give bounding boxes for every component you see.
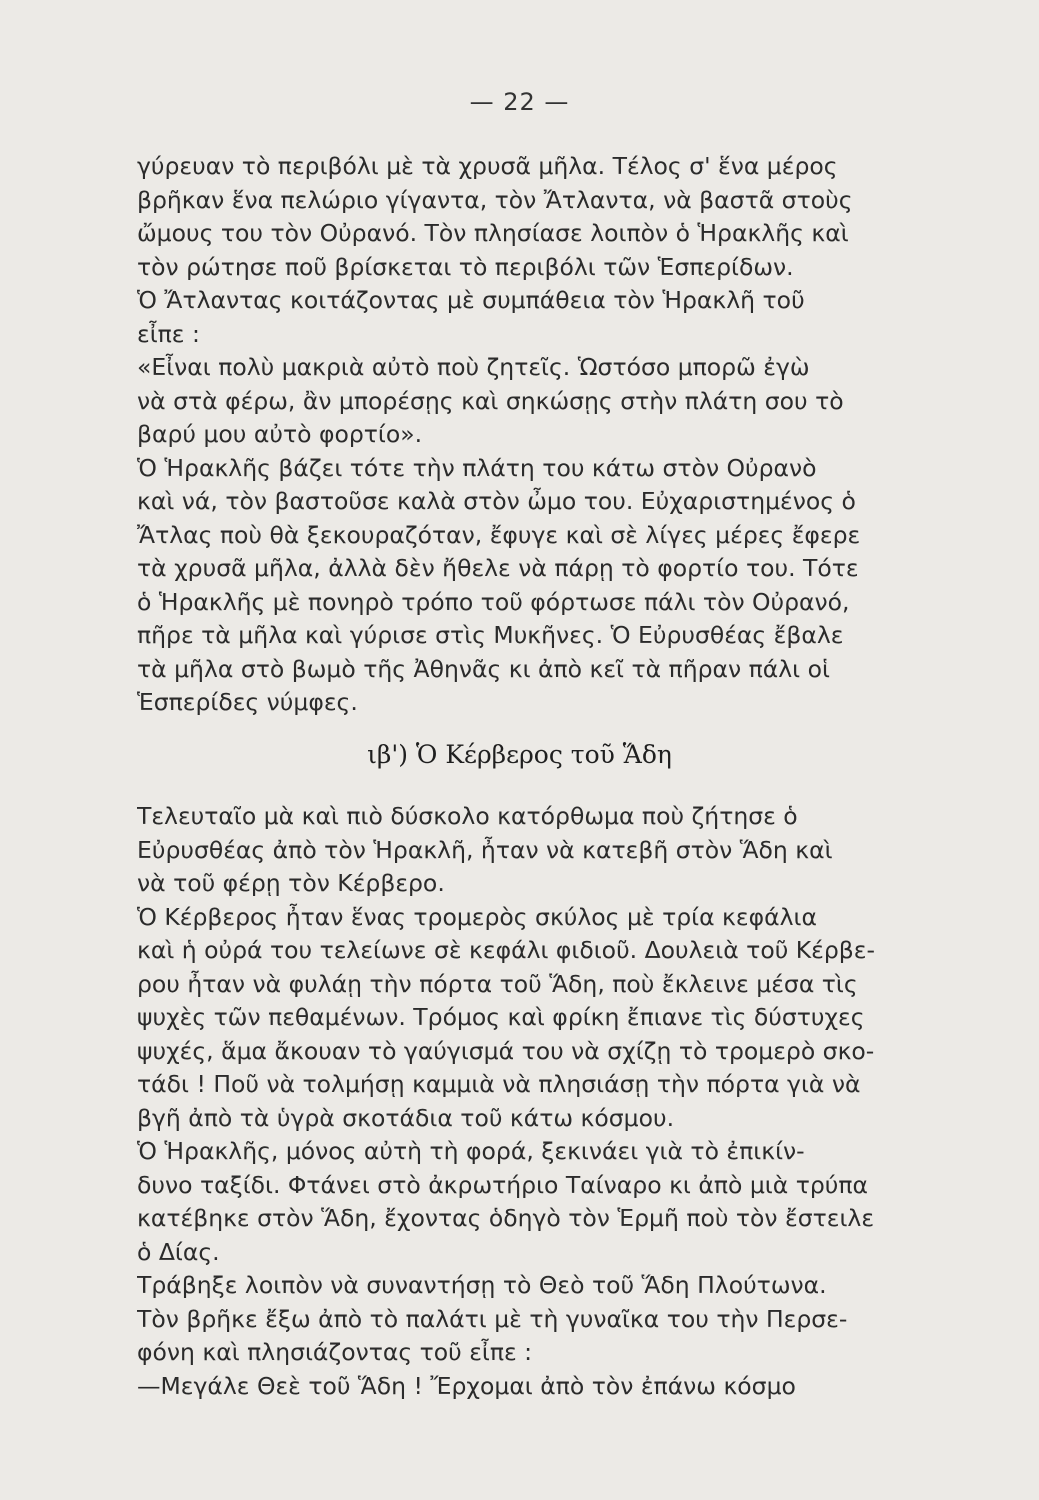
text-line: γύρευαν τὸ περιβόλι μὲ τὰ χρυσᾶ μῆλα. Τέλος σ' ἕνα μέρος — [137, 152, 838, 180]
text-line: πῆρε τὰ μῆλα καὶ γύρισε στὶς Μυκῆνες. Ὁ Εὐρυσθέας ἔβαλε — [137, 621, 844, 649]
text-line: τὰ χρυσᾶ μῆλα, ἀλλὰ δὲν ἤθελε νὰ πάρῃ τὸ φορτίο του. Τότε — [137, 554, 859, 582]
text-line: Τὸν βρῆκε ἔξω ἀπὸ τὸ παλάτι μὲ τὴ γυναῖκα του τὴν Περσε- — [137, 1304, 848, 1333]
page-number: — 22 — — [469, 88, 570, 116]
text-line: Εὐρυσθέας ἀπὸ τὸν Ἡρακλῆ, ἦταν νὰ κατεβῆ στὸν Ἅδη καὶ — [137, 835, 833, 864]
text-line: ρου ἦταν νὰ φυλάῃ τὴν πόρτα τοῦ Ἅδη, ποὺ ἔκλεινε μέσα τὶς — [137, 969, 858, 998]
text-line: ὁ Δίας. — [137, 1237, 220, 1266]
text-line: βγῆ ἀπὸ τὰ ὑγρὰ σκοτάδια τοῦ κάτω κόσμου. — [137, 1103, 675, 1132]
text-line: εἶπε : — [137, 319, 200, 348]
text-line: Ὁ Ἡρακλῆς, μόνος αὐτὴ τὴ φορά, ξεκινάει γιὰ τὸ ἐπικίν- — [137, 1137, 805, 1165]
section-heading: ιβ') Ὁ Κέρβερος τοῦ Ἅδη — [367, 740, 672, 769]
text-line: τὸν ρώτησε ποῦ βρίσκεται τὸ περιβόλι τῶν Ἑσπερίδων. — [137, 252, 794, 281]
text-line: ὁ Ἡρακλῆς μὲ πονηρὸ τρόπο τοῦ φόρτωσε πάλι τὸν Οὐρανό, — [137, 587, 850, 616]
text-line: νὰ τοῦ φέρῃ τὸν Κέρβερο. — [137, 869, 445, 897]
text-section-atlas — [137, 150, 897, 720]
text-line: ὤμους του τὸν Οὐρανό. Τὸν πλησίασε λοιπὸν ὁ Ἡρακλῆς καὶ — [137, 219, 849, 247]
text-line: βρῆκαν ἕνα πελώριο γίγαντα, τὸν Ἄτλαντα, νὰ βαστᾶ στοὺς — [137, 185, 853, 214]
text-line: κατέβηκε στὸν Ἅδη, ἔχοντας ὁδηγὸ τὸν Ἑρμῆ ποὺ τὸν ἔστειλε — [137, 1204, 875, 1232]
text-line: φόνη καὶ πλησιάζοντας τοῦ εἶπε : — [137, 1338, 533, 1366]
text-line: ψυχές, ἅμα ἄκουαν τὸ γαύγισμά του νὰ σχίζῃ τὸ τρομερὸ σκο- — [137, 1036, 875, 1065]
text-line: βαρύ μου αὐτὸ φορτίο». — [137, 420, 423, 448]
text-line: Ὁ Κέρβερος ἦταν ἕνας τρομερὸς σκύλος μὲ τρία κεφάλια — [137, 902, 817, 931]
text-line: τὰ μῆλα στὸ βωμὸ τῆς Ἀθηνᾶς κι ἀπὸ κεῖ τὰ πῆραν πάλι οἱ — [137, 654, 830, 683]
text-line: τάδι ! Ποῦ νὰ τολμήσῃ καμμιὰ νὰ πλησιάσῃ τὴν πόρτα γιὰ νὰ — [137, 1070, 861, 1098]
text-line: νὰ στὰ φέρω, ἂν μπορέσῃς καὶ σηκώσῃς στὴν πλάτη σου τὸ — [137, 386, 844, 415]
text-line: —Μεγάλε Θεὲ τοῦ Ἅδη ! Ἔρχομαι ἀπὸ τὸν ἐπάνω κόσμο — [137, 1371, 796, 1400]
text-line: ψυχὲς τῶν πεθαμένων. Τρόμος καὶ φρίκη ἔπιανε τὶς δύστυχες — [137, 1003, 865, 1031]
text-line: Τράβηξε λοιπὸν νὰ συναντήσῃ τὸ Θεὸ τοῦ Ἅδη Πλούτωνα. — [137, 1271, 827, 1299]
text-line: Ὁ Ἄτλαντας κοιτάζοντας μὲ συμπάθεια τὸν Ἡρακλῆ τοῦ — [137, 286, 805, 314]
text-line: Τελευταῖο μὰ καὶ πιὸ δύσκολο κατόρθωμα ποὺ ζήτησε ὁ — [137, 802, 798, 830]
text-line: καὶ νά, τὸν βαστοῦσε καλὰ στὸν ὦμο του. Εὐχαριστημένος ὁ — [137, 487, 856, 515]
text-line: δυνο ταξίδι. Φτάνει στὸ ἀκρωτήριο Ταίναρο κι ἀπὸ μιὰ τρύπα — [137, 1170, 868, 1199]
text-line: Ὁ Ἡρακλῆς βάζει τότε τὴν πλάτη του κάτω στὸν Οὐρανὸ — [137, 453, 817, 482]
text-line: Ἑσπερίδες νύμφες. — [137, 688, 358, 716]
text-line: Ἄτλας ποὺ θὰ ξεκουραζόταν, ἔφυγε καὶ σὲ λίγες μέρες ἔφερε — [137, 520, 861, 549]
text-section-cerberus — [137, 800, 897, 1403]
text-line: καὶ ἡ οὐρά του τελείωνε σὲ κεφάλι φιδιοῦ. Δουλειὰ τοῦ Κέρβε- — [137, 936, 875, 964]
text-line: «Εἶναι πολὺ μακριὰ αὐτὸ ποὺ ζητεῖς. Ὡστόσο μπορῶ ἐγὼ — [137, 353, 810, 381]
